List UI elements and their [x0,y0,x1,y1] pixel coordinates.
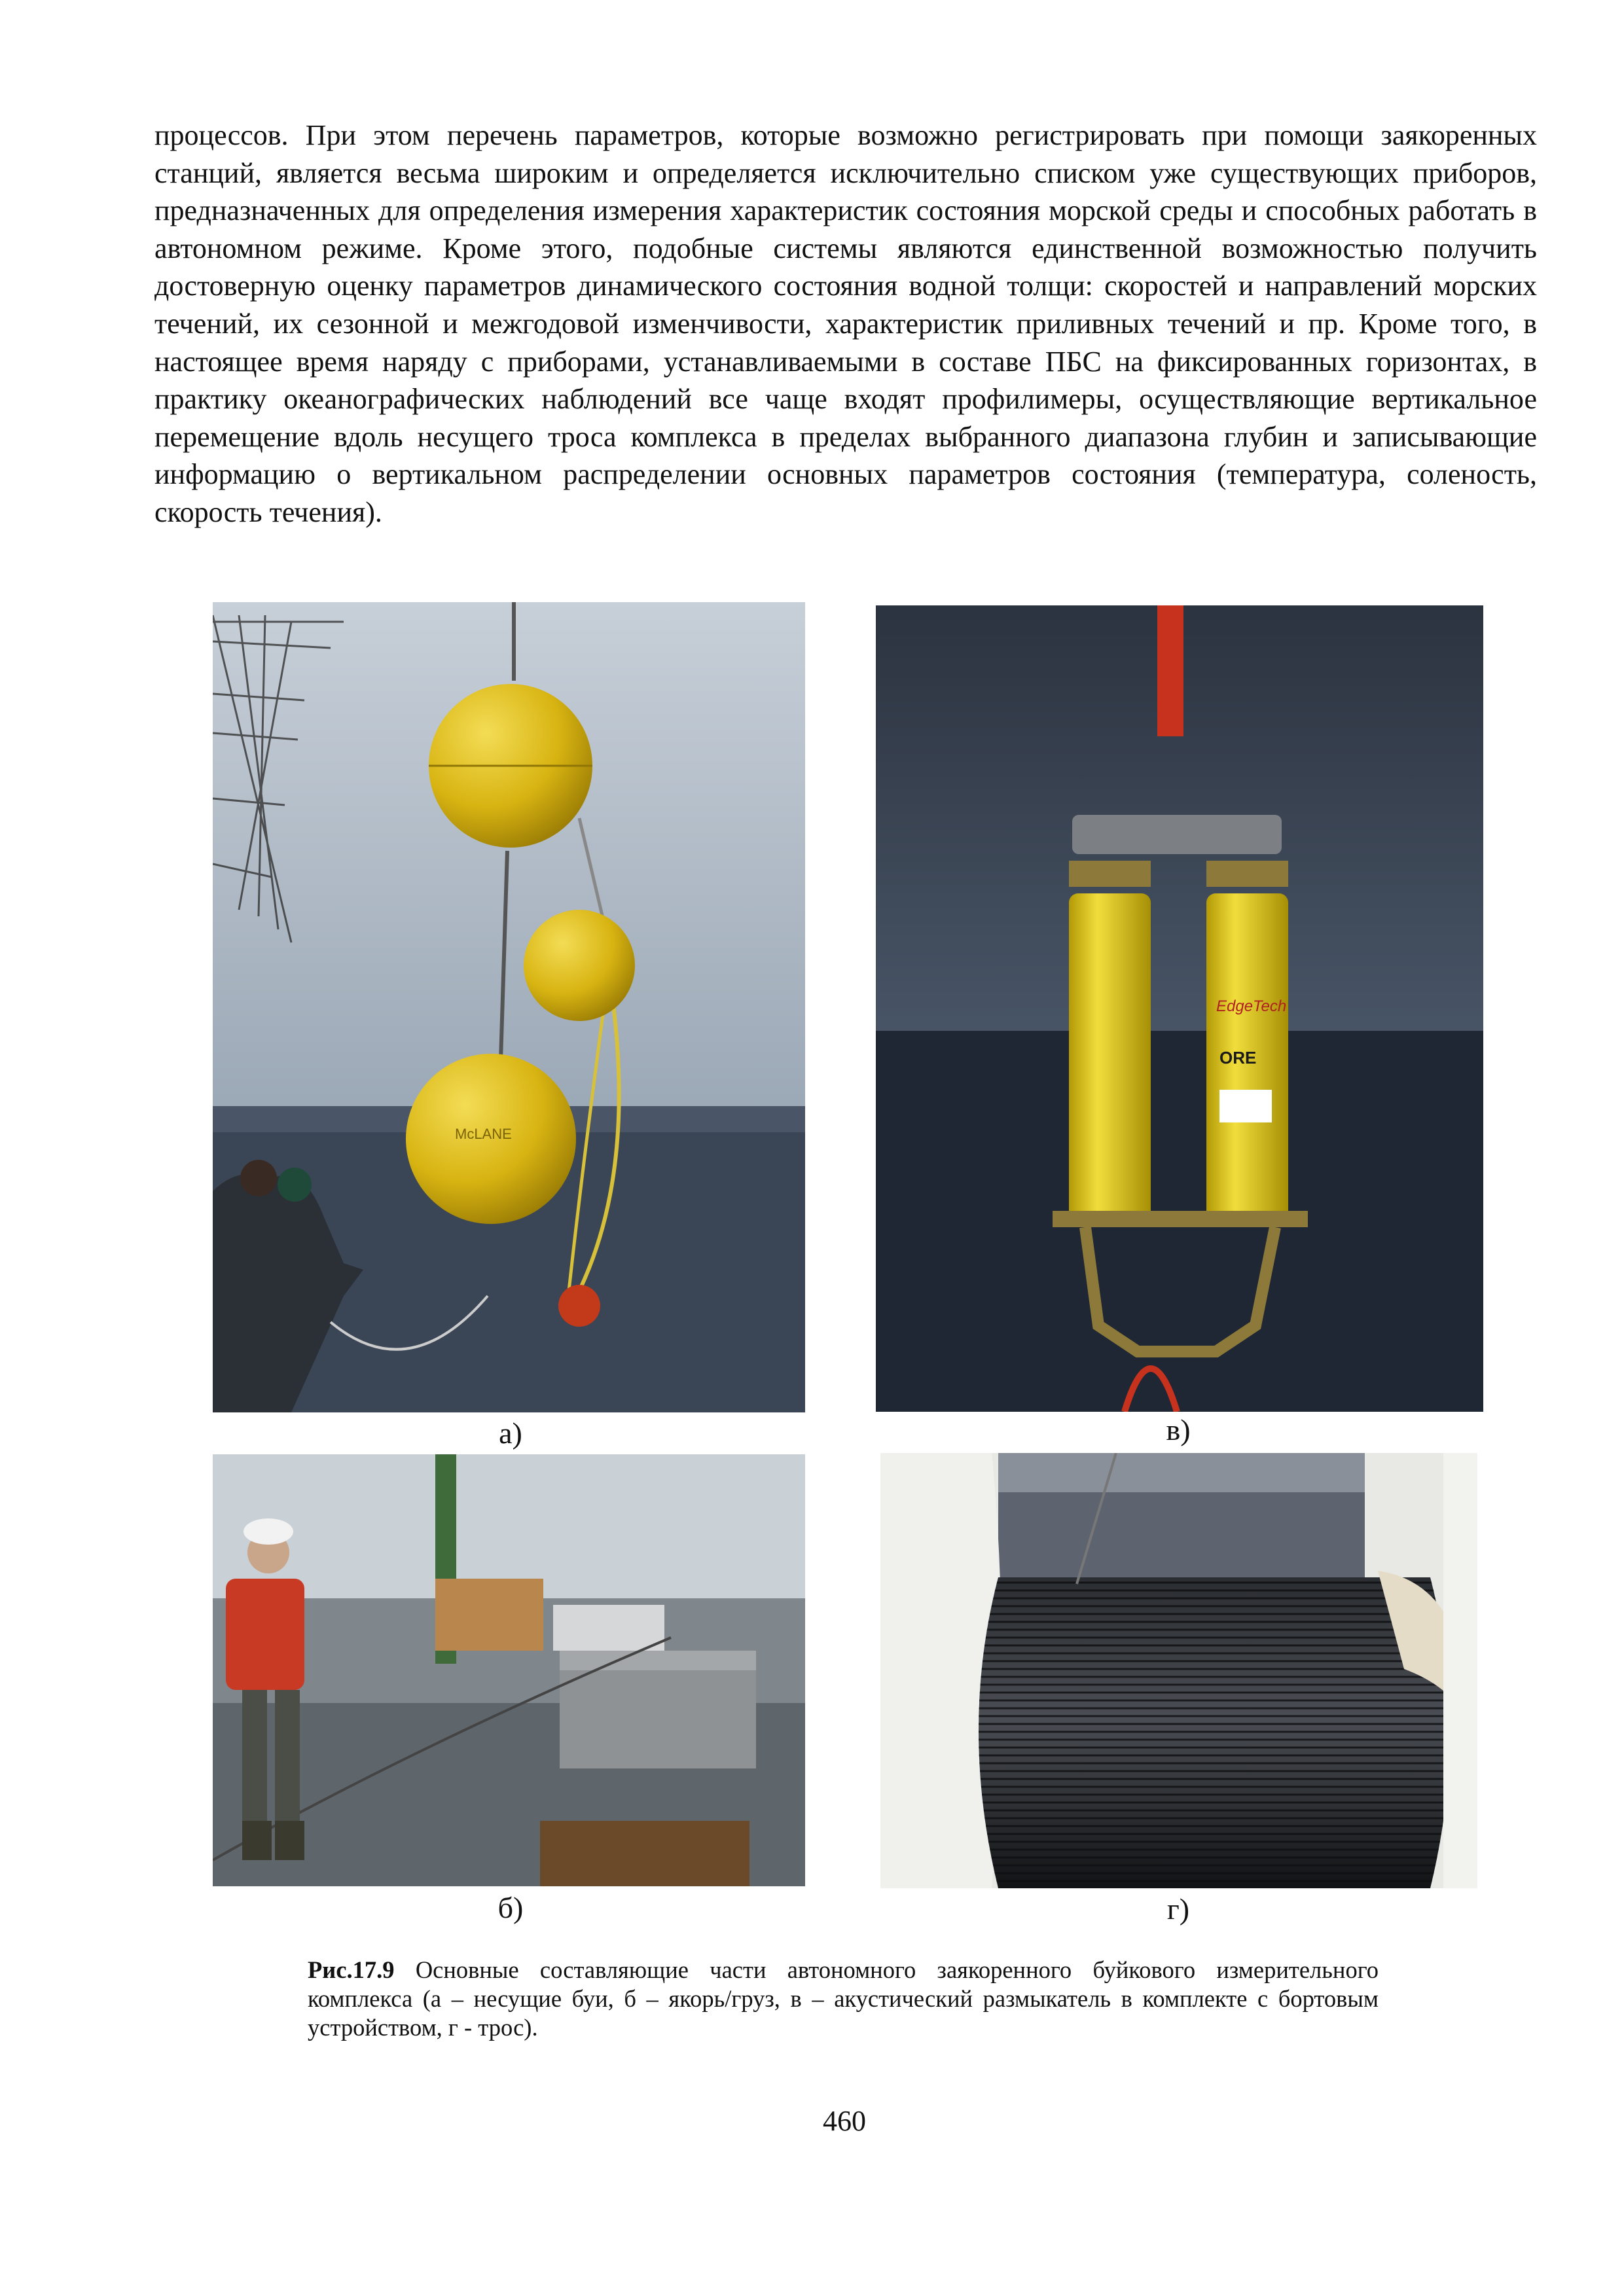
buoy-brand-text: McLANE [455,1126,512,1142]
label-b: б) [497,1891,524,1924]
figure-caption-text: Основные составляющие части автономного заякоренного буйкового измерительного комплекса (а – несущие буи, б – якорь/груз, в – акустический размыкатель в комплекте с бортовым устройством, г - трос). [308,1956,1379,2041]
release-brand-text: EdgeTech [1216,997,1287,1015]
release-logo-text: ORE [1219,1048,1257,1067]
photo-b-anchor [213,1454,805,1886]
photo-v-acoustic-release [876,605,1483,1412]
photo-a-buoys [213,602,805,1412]
figure-caption [308,1956,1379,2042]
figure-caption-number: Рис.17.9 [308,1956,395,1983]
label-g: г) [1166,1892,1190,1926]
body-paragraph: процессов. При этом перечень параметров, которые возможно регистрировать при помощи заякоренных станций, является весьма широким и определяется исключительно списком уже существующих приборов, предназначенных для определения измерения характеристик состояния морской среды и способных работать в автономном режиме. Кроме этого, подобные системы являются единственной возможностью получить достоверную оценку параметров динамического состояния водной толщи: скоростей и направлений морских течений, их сезонной и межгодовой изменчивости, характеристик приливных течений и пр. Кроме того, в настоящее время наряду с приборами, устанавливаемыми в составе ПБС на фиксированных горизонтах, в практику океанографических наблюдений все чаще входят профилимеры, осуществляющие вертикальное перемещение вдоль несущего троса комплекса в пределах выбранного диапазона глубин и записывающие информацию о вертикальном распределении основных параметров состояния (температура, соленость, скорость течения). [154,119,1537,528]
label-v: в) [1166,1413,1191,1446]
photo-g-cable [880,1453,1477,1888]
page-number: 460 [823,2105,866,2137]
label-a: а) [499,1416,522,1450]
